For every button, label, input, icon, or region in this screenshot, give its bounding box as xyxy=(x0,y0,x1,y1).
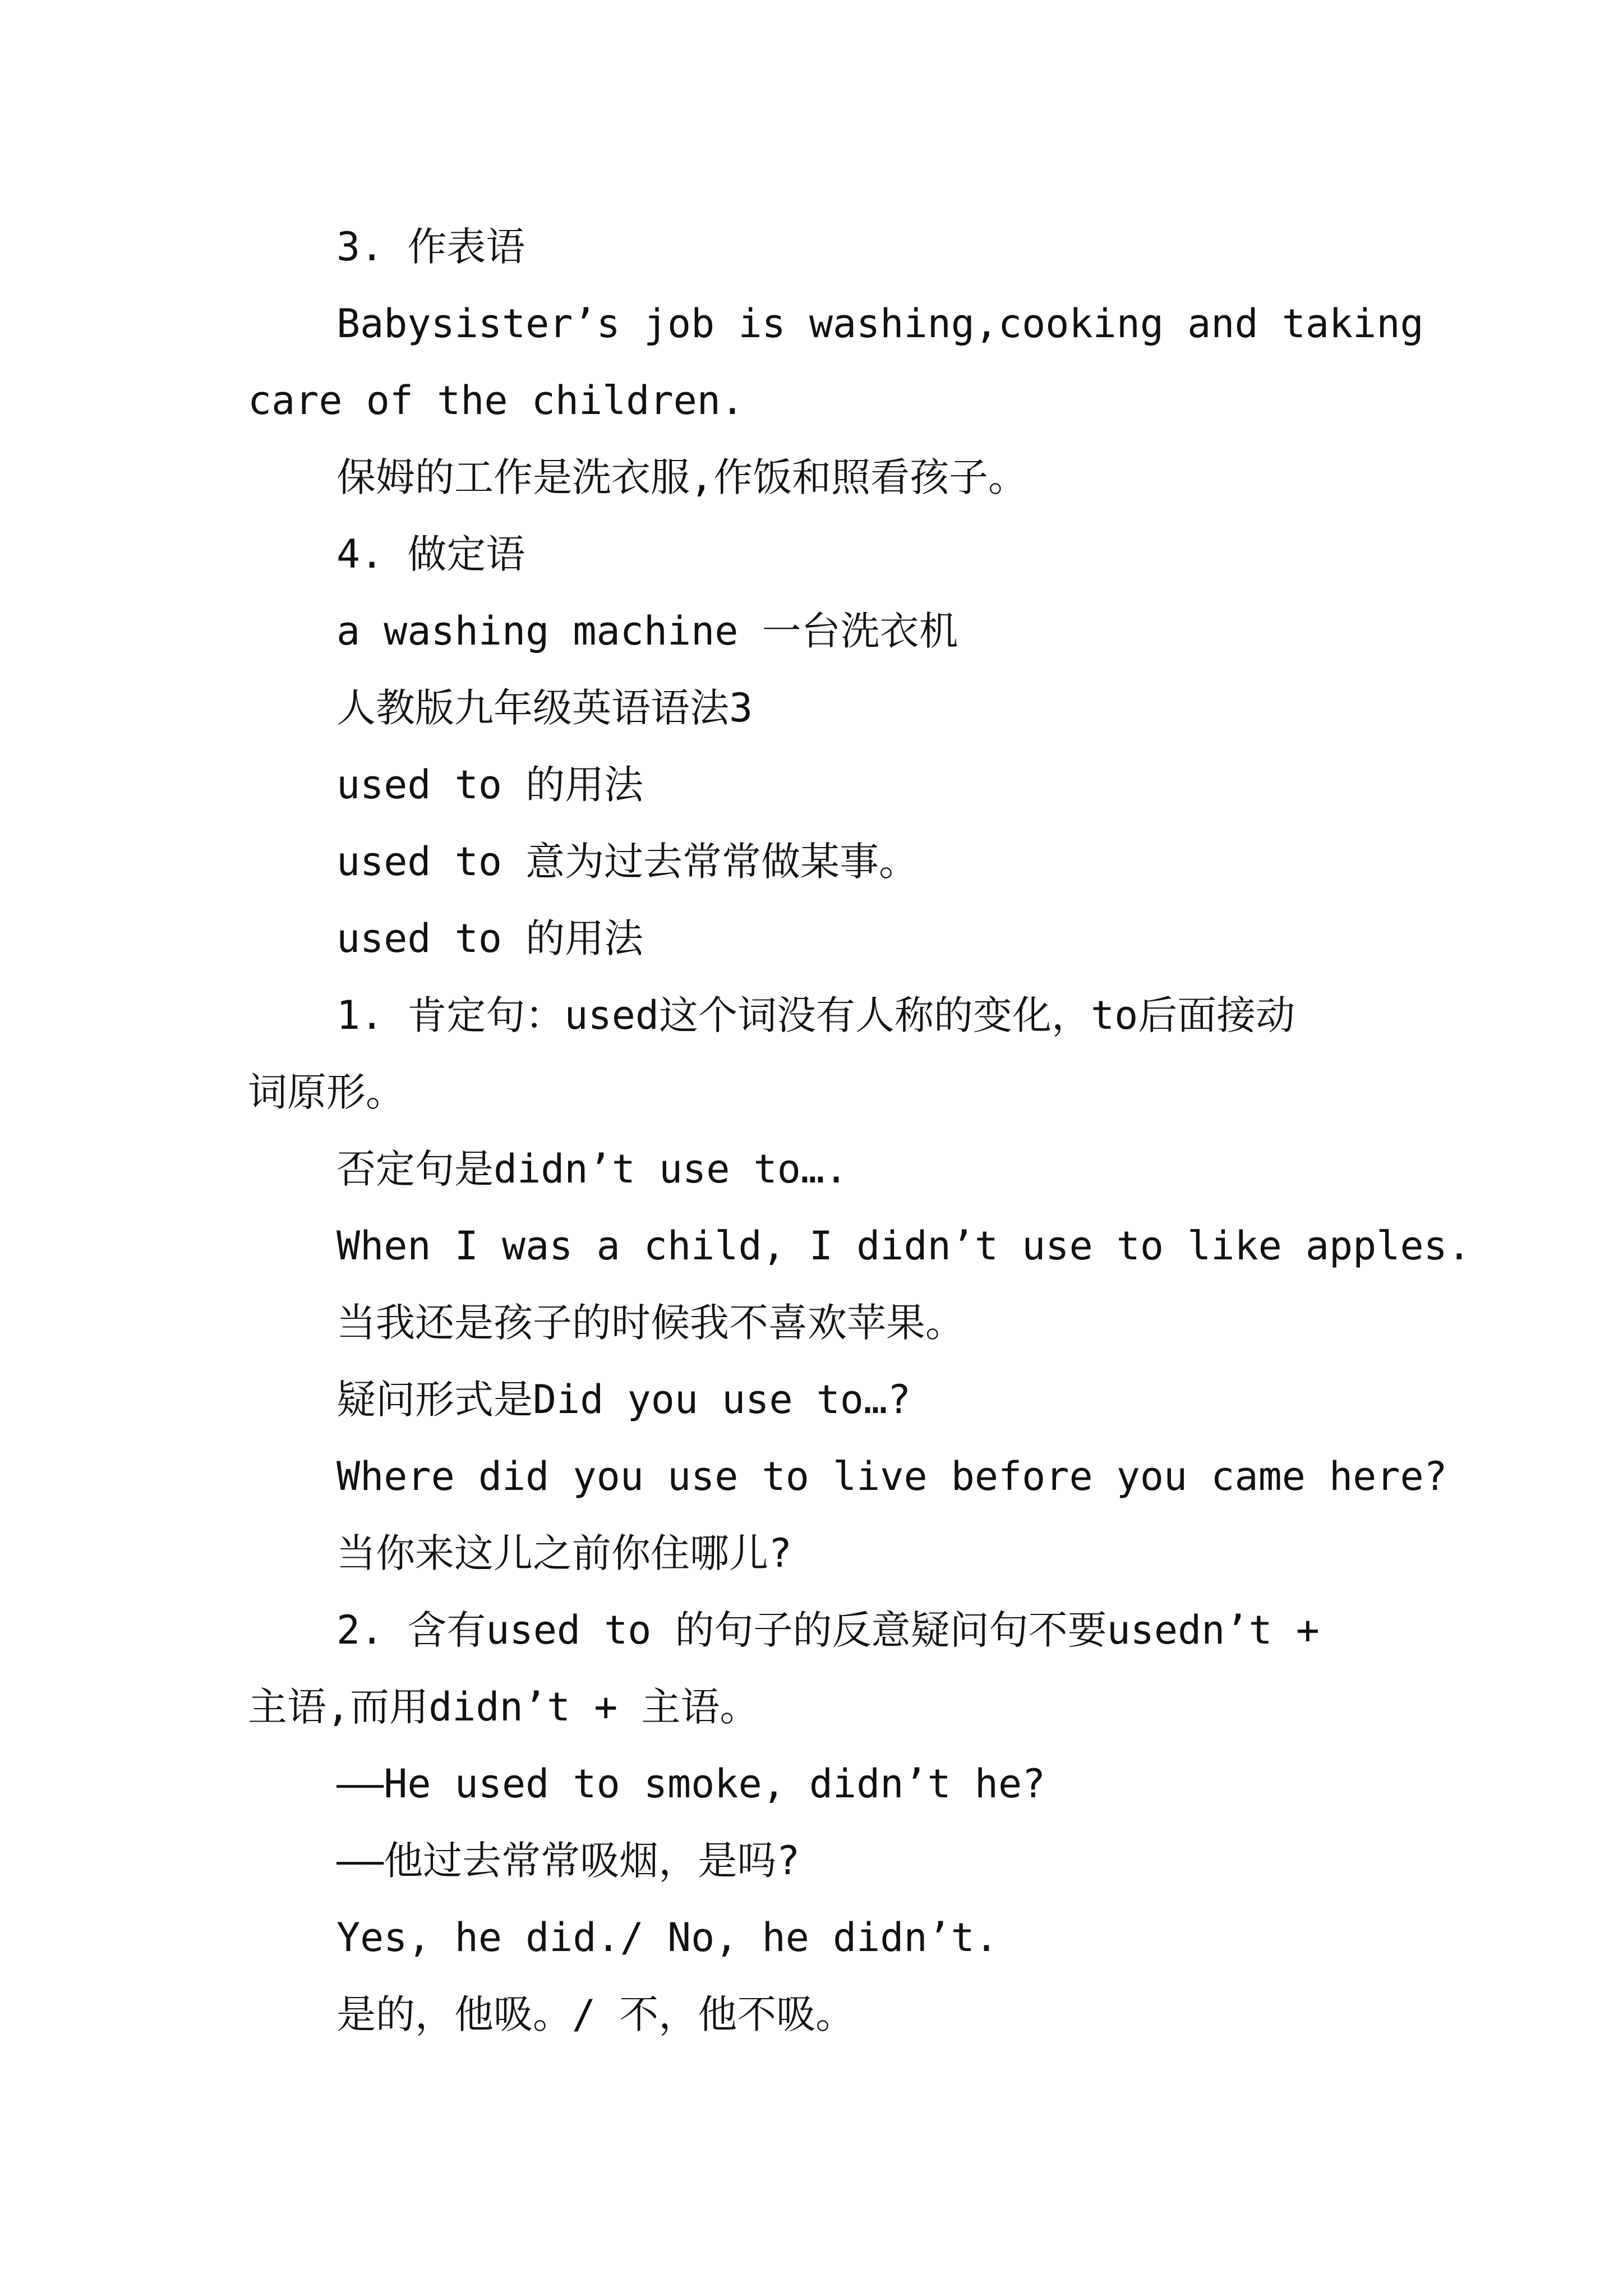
section-heading: 4. 做定语 xyxy=(336,531,525,577)
lesson-title: 人教版九年级英语语法3 xyxy=(336,685,753,731)
topic-heading: used to 的用法 xyxy=(336,762,644,808)
translation: 是的，他吸。/ 不，他不吸。 xyxy=(336,1991,855,2037)
definition: used to 意为过去常常做某事。 xyxy=(336,839,919,885)
topic-heading: used to 的用法 xyxy=(336,915,644,961)
translation: ——他过去常常吸烟，是吗? xyxy=(336,1838,800,1884)
translation: 当你来这儿之前你住哪儿? xyxy=(336,1530,792,1576)
rule-text: 1. 肯定句：used这个词没有人称的变化，to后面接动 xyxy=(336,992,1295,1038)
example-sentence-continued: care of the children. xyxy=(248,378,745,424)
section-heading: 3. 作表语 xyxy=(336,224,525,270)
rule-text-continued: 主语,而用didn’t + 主语。 xyxy=(248,1684,759,1730)
example-sentence: Babysister’s job is washing,cooking and taking xyxy=(336,301,1424,347)
rule-text-continued: 词原形。 xyxy=(248,1069,405,1115)
example-answer: Yes, he did./ No, he didn’t. xyxy=(336,1915,999,1961)
translation: 保姆的工作是洗衣服,作饭和照看孩子。 xyxy=(336,454,1028,500)
rule-text: 否定句是didn’t use to…. xyxy=(336,1146,849,1192)
rule-text: 2. 含有used to 的句子的反意疑问句不要usedn’t + xyxy=(336,1607,1320,1653)
example-sentence: Where did you use to live before you came here? xyxy=(336,1453,1447,1499)
example-sentence: When I was a child, I didn’t use to like apples. xyxy=(336,1223,1471,1269)
translation: 当我还是孩子的时候我不喜欢苹果。 xyxy=(336,1300,965,1346)
example-dialogue: ——He used to smoke, didn’t he? xyxy=(336,1761,1046,1807)
example-phrase: a washing machine 一台洗衣机 xyxy=(336,608,958,654)
document-body xyxy=(248,209,1471,2053)
rule-text: 疑问形式是Did you use to…? xyxy=(336,1377,911,1423)
